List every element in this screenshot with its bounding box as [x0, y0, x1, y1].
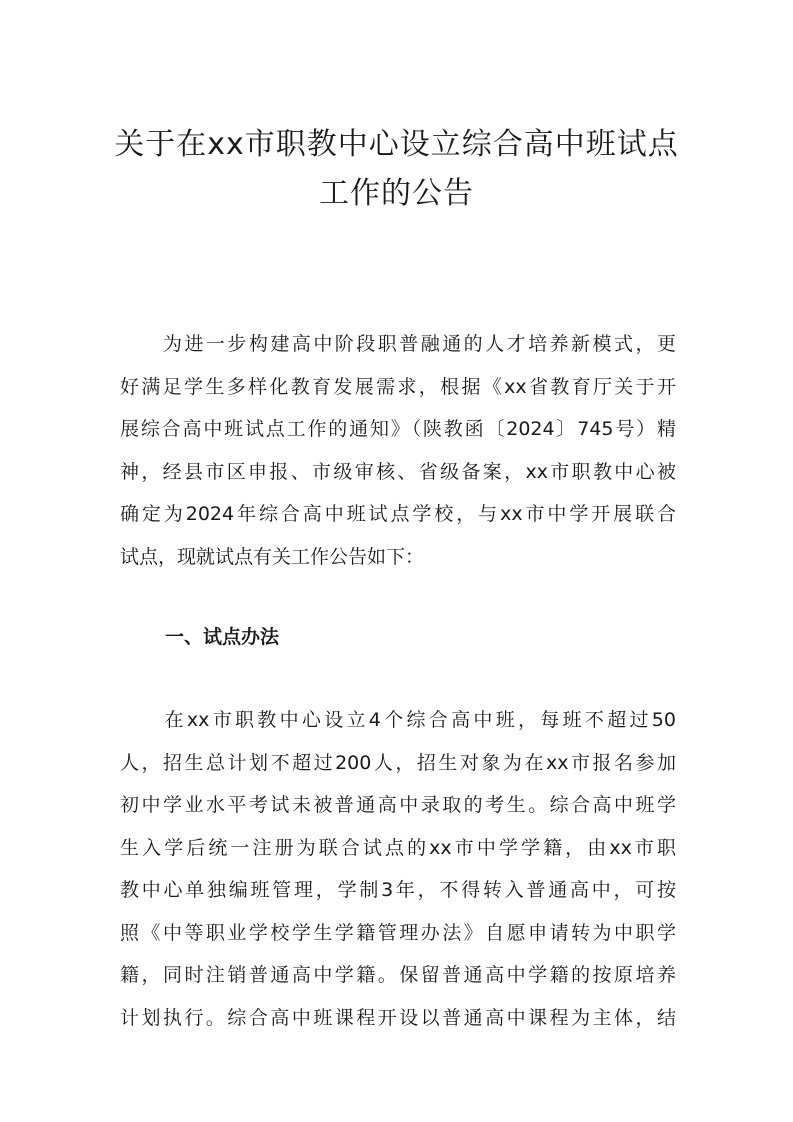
paragraph-line: 为进一步构建高中阶段职普融通的人才培养新模式，更 [120, 333, 676, 355]
section-heading: 一、试点办法 [165, 626, 280, 648]
document-title-line-2: 工作的公告 [319, 176, 474, 211]
section1-paragraph [120, 699, 676, 1039]
paragraph-line: 确定为2024年综合高中班试点学校，与xx市中学开展联合 [120, 503, 676, 525]
paragraph-line: 生入学后统一注册为联合试点的xx市中学学籍，由xx市职 [120, 836, 676, 859]
paragraph-line: 在xx市职教中心设立4个综合高中班，每班不超过50 [120, 709, 676, 731]
paragraph-line: 籍，同时注销普通高中学籍。保留普通高中学籍的按原培养 [120, 964, 676, 986]
intro-paragraph [120, 323, 676, 578]
document-title-line-1: 关于在xx市职教中心设立综合高中班试点 [114, 127, 679, 162]
paragraph-line: 试点，现就试点有关工作公告如下： [120, 545, 425, 568]
paragraph-line: 好满足学生多样化教育发展需求，根据《xx省教育厅关于开 [120, 375, 676, 398]
paragraph-line: 教中心单独编班管理，学制3年，不得转入普通高中，可按 [120, 879, 676, 901]
paragraph-line: 初中学业水平考试未被普通高中录取的考生。综合高中班学 [120, 794, 676, 816]
paragraph-line: 计划执行。综合高中班课程开设以普通高中课程为主体，结 [120, 1006, 676, 1029]
paragraph-line: 人，招生总计划不超过200人，招生对象为在xx市报名参加 [120, 751, 676, 774]
paragraph-line: 照《中等职业学校学生学籍管理办法》自愿申请转为中职学 [120, 921, 676, 944]
paragraph-line: 展综合高中班试点工作的通知》（陕教函〔2024〕745号）精 [120, 418, 676, 440]
paragraph-line: 神，经县市区申报、市级审核、省级备案，xx市职教中心被 [120, 460, 676, 483]
